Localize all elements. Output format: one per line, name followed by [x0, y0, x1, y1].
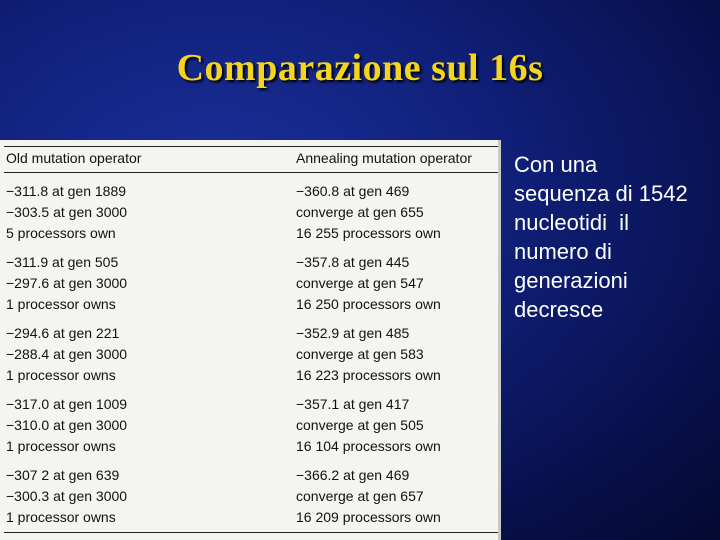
old-cell: −303.5 at gen 3000 [6, 204, 128, 220]
table-bottom-rule [4, 532, 498, 533]
annealing-cell: −357.1 at gen 417 [296, 396, 410, 412]
old-cell: −294.6 at gen 221 [6, 325, 120, 341]
annealing-cell: 16 209 processors own [296, 509, 441, 525]
bullet-text [514, 150, 714, 324]
old-cell: 1 processor owns [6, 367, 116, 383]
old-cell: −288.4 at gen 3000 [6, 346, 128, 362]
header-rule [4, 172, 498, 173]
slide-title: Comparazione sul 16s [176, 47, 544, 89]
bullet-line: generazioni [514, 268, 628, 293]
header-old-operator: Old mutation operator [6, 150, 142, 166]
bullet-line: Con una [514, 152, 598, 177]
annealing-cell: converge at gen 583 [296, 346, 424, 362]
old-cell: 1 processor owns [6, 509, 116, 525]
annealing-cell: converge at gen 505 [296, 417, 424, 433]
annealing-cell: converge at gen 547 [296, 275, 424, 291]
bullet-line: sequenza di 1542 [514, 181, 688, 206]
bullet-line: decresce [514, 297, 604, 322]
header-annealing-operator: Annealing mutation operator [296, 150, 472, 166]
old-cell: −310.0 at gen 3000 [6, 417, 128, 433]
annealing-cell: −357.8 at gen 445 [296, 254, 410, 270]
annealing-cell: −366.2 at gen 469 [296, 467, 410, 483]
old-cell: 5 processors own [6, 225, 116, 241]
old-cell: −307 2 at gen 639 [6, 467, 120, 483]
annealing-cell: −360.8 at gen 469 [296, 183, 410, 199]
old-cell: −311.8 at gen 1889 [6, 183, 127, 199]
old-cell: −300.3 at gen 3000 [6, 488, 128, 504]
bullet-line: nucleotidi il [514, 210, 629, 235]
annealing-cell: 16 223 processors own [296, 367, 441, 383]
comparison-table [0, 140, 501, 540]
annealing-cell: converge at gen 657 [296, 488, 424, 504]
annealing-cell: 16 250 processors own [296, 296, 441, 312]
annealing-cell: 16 255 processors own [296, 225, 441, 241]
annealing-cell: 16 104 processors own [296, 438, 441, 454]
annealing-cell: −352.9 at gen 485 [296, 325, 410, 341]
bullet-line: numero di [514, 239, 612, 264]
old-cell: 1 processor owns [6, 438, 116, 454]
old-cell: −311.9 at gen 505 [6, 254, 119, 270]
old-cell: 1 processor owns [6, 296, 116, 312]
old-cell: −317.0 at gen 1009 [6, 396, 128, 412]
table-top-rule [4, 146, 498, 147]
old-cell: −297.6 at gen 3000 [6, 275, 128, 291]
annealing-cell: converge at gen 655 [296, 204, 424, 220]
